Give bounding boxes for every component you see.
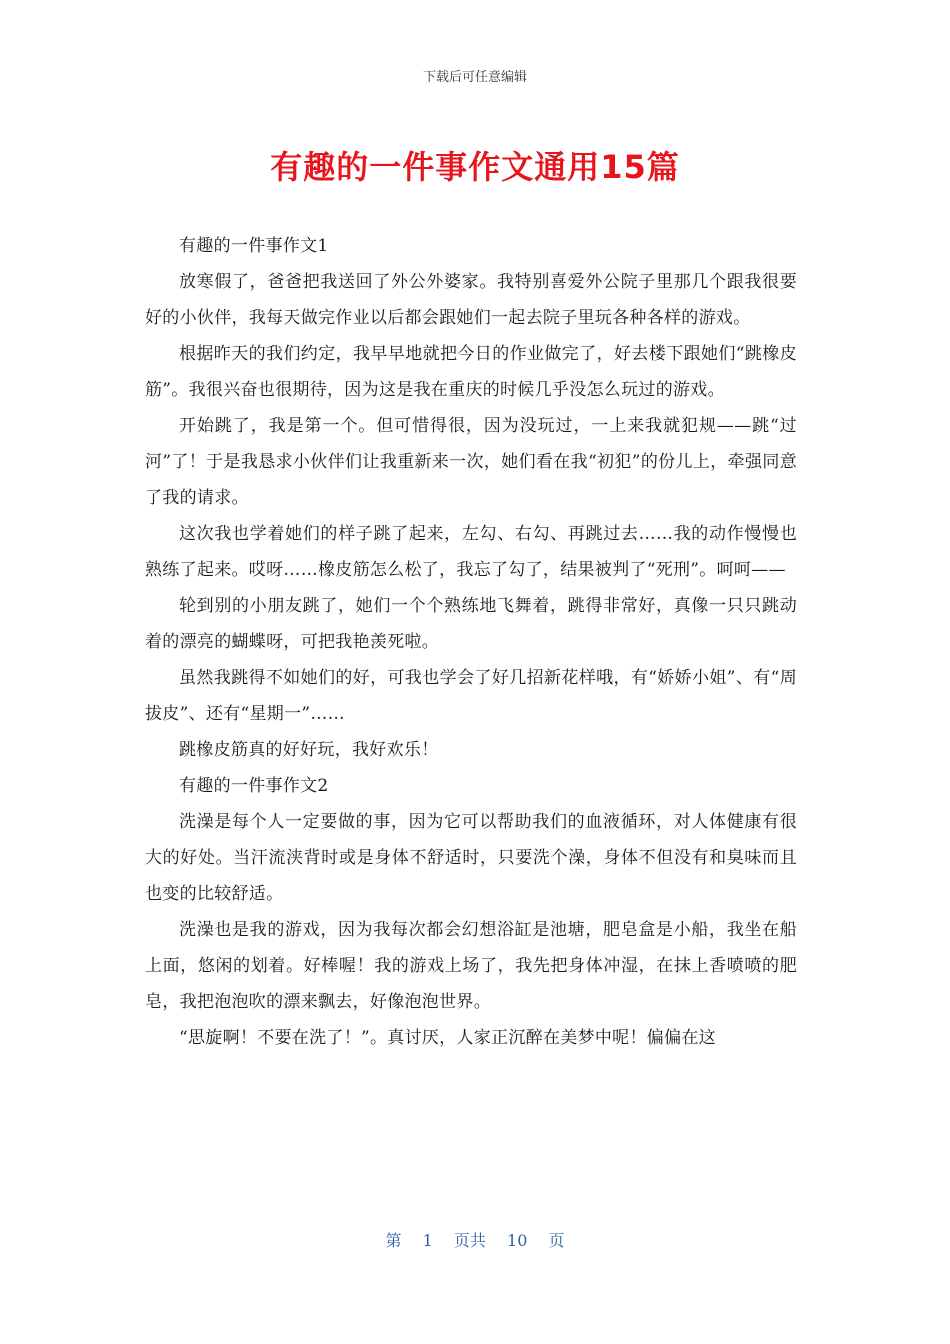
footer-page-mid: 页共 — [453, 1231, 486, 1250]
footer-page-prefix: 第 — [385, 1231, 402, 1250]
paragraph: 根据昨天的我们约定，我早早地就把今日的作业做完了，好去楼下跟她们“跳橡皮筋”。我很兴奋也很期待，因为这是我在重庆的时候几乎没怎么玩过的游戏。 — [145, 344, 797, 400]
paragraph: 跳橡皮筋真的好好玩，我好欢乐！ — [179, 740, 439, 760]
paragraph: 洗澡是每个人一定要做的事，因为它可以帮助我们的血液循环，对人体健康有很大的好处。当汗流浃背时或是身体不舒适时，只要洗个澡，身体不但没有和臭味而且也变的比较舒适。 — [145, 812, 797, 904]
header-note: 下载后可任意编辑 — [422, 70, 527, 85]
paragraph: 放寒假了，爸爸把我送回了外公外婆家。我特别喜爱外公院子里那几个跟我很要好的小伙伴，我每天做完作业以后都会跟她们一起去院子里玩各种各样的游戏。 — [145, 272, 797, 328]
footer-page-current: 1 — [422, 1231, 433, 1250]
footer-page-suffix: 页 — [548, 1231, 565, 1250]
paragraph: 虽然我跳得不如她们的好，可我也学会了好几招新花样哦，有“娇娇小姐”、有“周拔皮”、还有“星期一”…… — [145, 668, 797, 724]
paragraph: 开始跳了，我是第一个。但可惜得很，因为没玩过，一上来我就犯规——跳“过河”了！于是我恳求小伙伴们让我重新来一次，她们看在我“初犯”的份儿上，牵强同意了我的请求。 — [145, 416, 797, 508]
paragraph: 有趣的一件事作文1 — [179, 236, 329, 256]
paragraph: 洗澡也是我的游戏，因为我每次都会幻想浴缸是池塘，肥皂盒是小船，我坐在船上面，悠闲的划着。好棒喔！我的游戏上场了，我先把身体冲湿，在抹上香喷喷的肥皂，我把泡泡吹的漂来飘去，好像泡泡世界。 — [145, 920, 797, 1012]
document-title: 有趣的一件事作文通用15篇 — [270, 148, 680, 186]
paragraph: 有趣的一件事作文2 — [179, 776, 329, 796]
footer-page-total: 10 — [507, 1231, 528, 1250]
paragraph: “思旋啊！不要在洗了！”。真讨厌，人家正沉醉在美梦中呢！偏偏在这 — [179, 1028, 716, 1048]
paragraph: 这次我也学着她们的样子跳了起来，左勾、右勾、再跳过去……我的动作慢慢也熟练了起来。哎呀……橡皮筋怎么松了，我忘了勾了，结果被判了“死刑”。呵呵—— — [145, 524, 797, 580]
page-footer — [0, 1228, 950, 1251]
document-body — [145, 228, 797, 1056]
paragraph: 轮到别的小朋友跳了，她们一个个熟练地飞舞着，跳得非常好，真像一只只跳动着的漂亮的蝴蝶呀，可把我艳羡死啦。 — [145, 596, 797, 652]
